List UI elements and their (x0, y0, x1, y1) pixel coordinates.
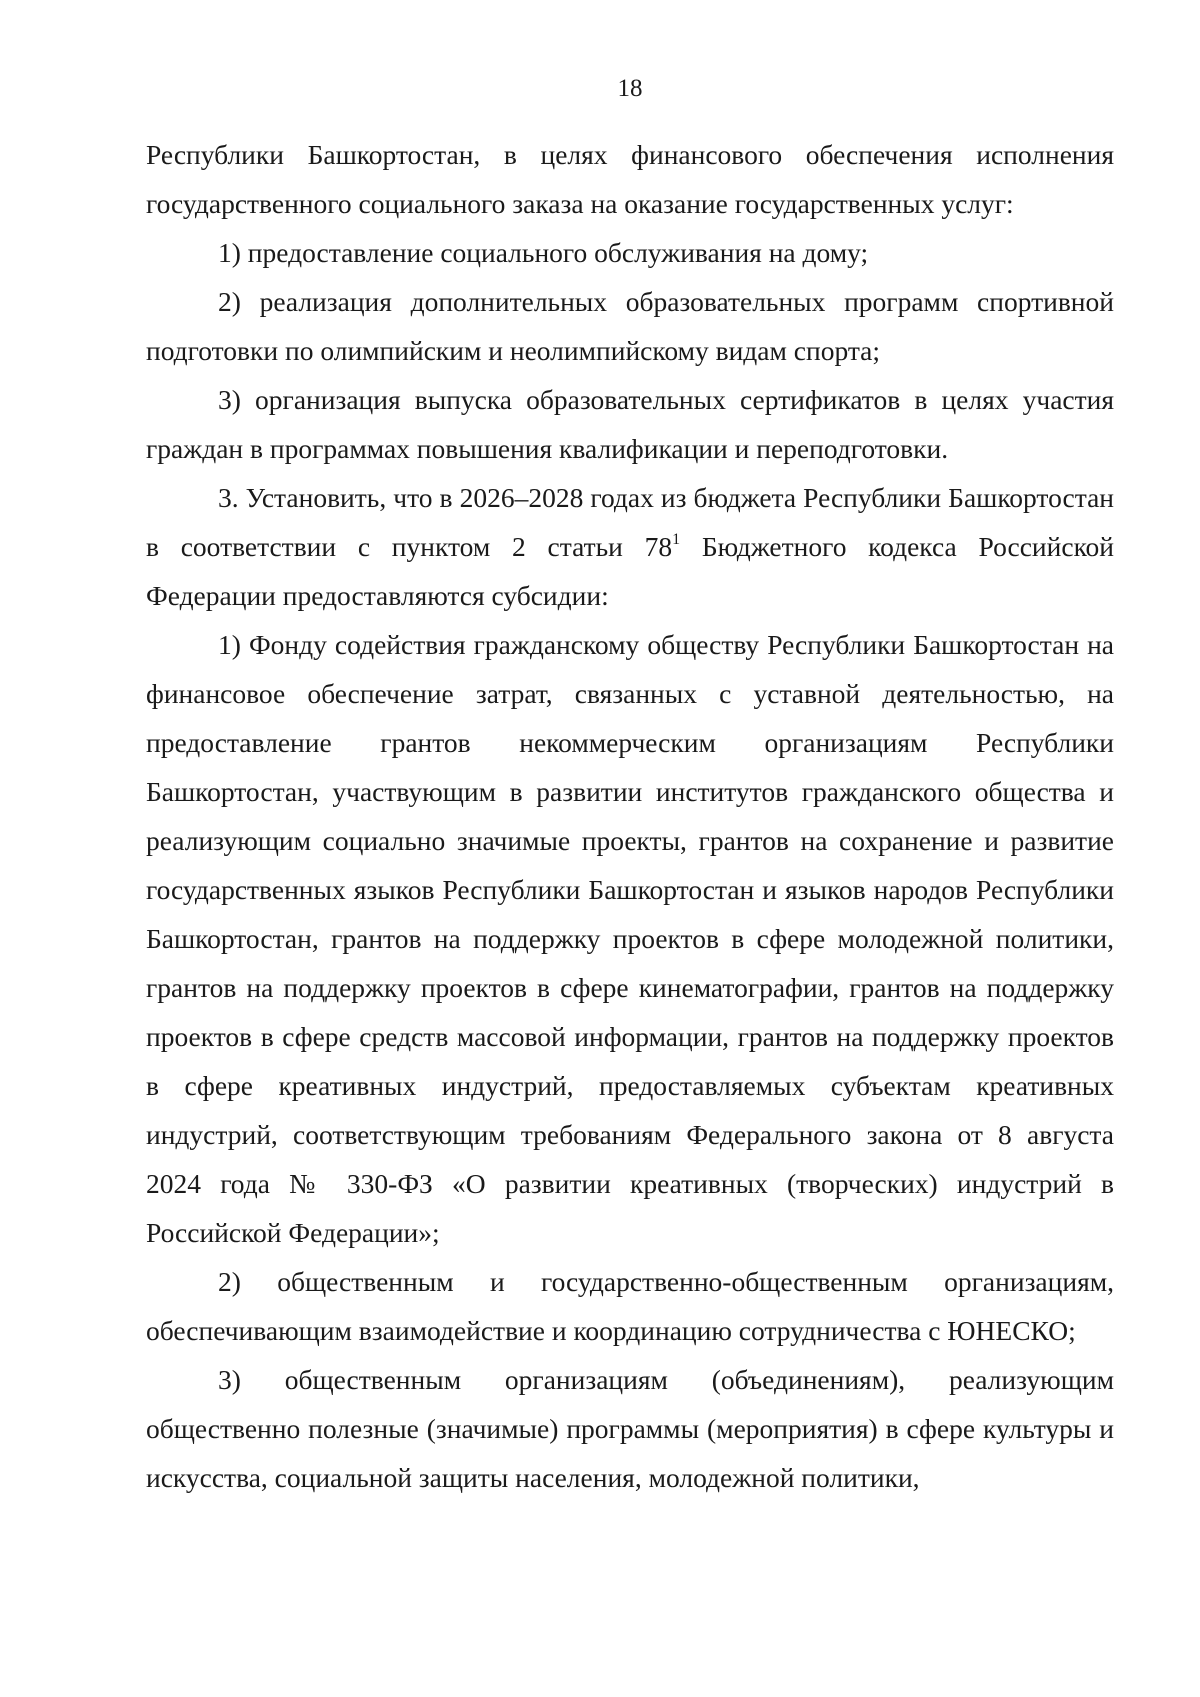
page-number: 18 (617, 75, 643, 102)
list-item-home-social-service: 1) предоставление социального обслуживания на дому; (218, 237, 869, 268)
list-item-sports-programs: 2) реализация дополнительных образовательных программ спортивной подготовки по олимпийским и неолимпийскому видам спорта; (146, 286, 1114, 366)
document-body (146, 130, 1114, 1502)
article-superscript: 1 (672, 531, 681, 548)
list-item-unesco-organizations: 2) общественным и государственно-общественным организациям, обеспечивающим взаимодействие и координацию сотрудничества с ЮНЕСКО; (146, 1266, 1114, 1346)
paragraph-continuation: Республики Башкортостан, в целях финансового обеспечения исполнения государственного социального заказа на оказание государственных услуг: (146, 139, 1114, 219)
clause-3-text-before: 3. Установить, что в 2026–2028 годах из бюджета Республики Башкортостан в соответствии с пунктом 2 статьи 78 (146, 482, 1114, 562)
clause-3-subsidies (146, 473, 1114, 620)
list-item-public-organizations: 3) общественным организациям (объединениям), реализующим общественно полезные (значимые) программы (мероприятия) в сфере культуры и искусства, социальной защиты населения, молодежной политики, (146, 1364, 1114, 1493)
list-item-civil-society-fund: 1) Фонду содействия гражданскому обществу Республики Башкортостан на финансовое обеспечение затрат, связанных с уставной деятельностью, на предоставление грантов некоммерческим организациям Республики Башкортостан, участвующим в развитии институтов гражданского общества и реализующим социально значимые проекты, грантов на сохранение и развитие государственных языков Республики Башкортостан и языков народов Республики Башкортостан, грантов на поддержку проектов в сфере молодежной политики, грантов на поддержку проектов в сфере кинематографии, грантов на поддержку проектов в сфере средств массовой информации, грантов на поддержку проектов в сфере креативных индустрий, предоставляемых субъектам креативных индустрий, соответствующим требованиям Федерального закона от 8 августа 2024 года № 330-ФЗ «О развитии креативных (творческих) индустрий в Российской Федерации»; (146, 629, 1114, 1248)
list-item-education-certificates: 3) организация выпуска образовательных сертификатов в целях участия граждан в программах повышения квалификации и переподготовки. (146, 384, 1114, 464)
clause-3-text-after: Бюджетного кодекса Российской Федерации предоставляются субсидии: (146, 531, 1115, 611)
